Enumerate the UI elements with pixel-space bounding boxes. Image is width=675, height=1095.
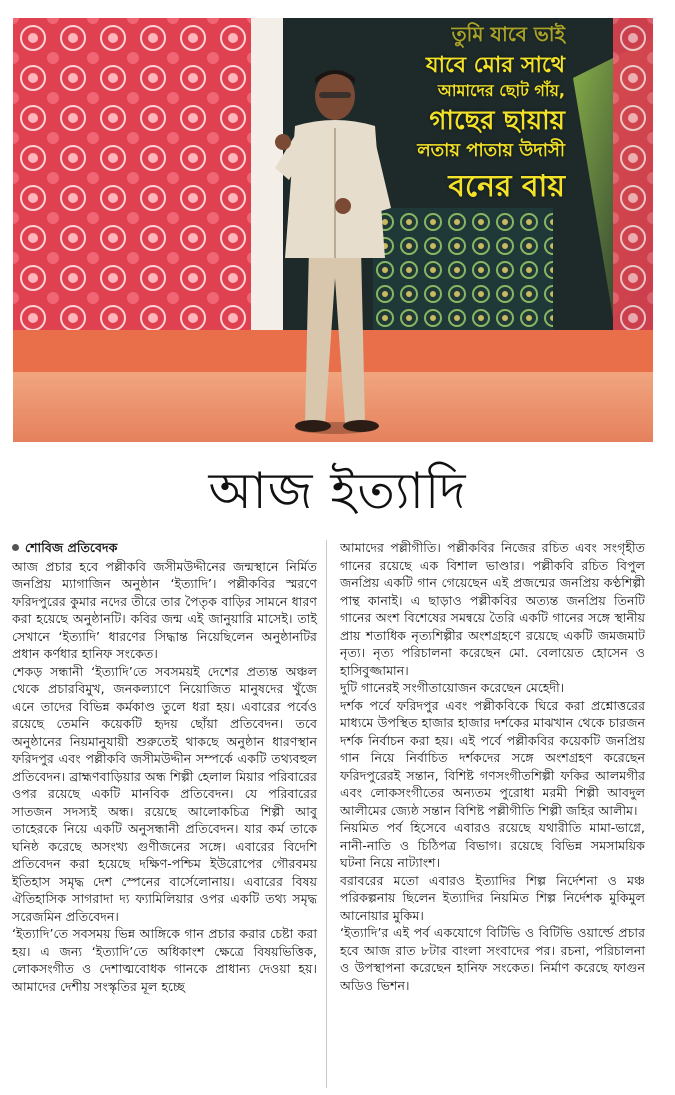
article-photo <box>13 18 653 442</box>
paragraph: বরাবরের মতো এবারও ইত্যাদির শিল্প নির্দেশনা ও মঞ্চ পরিকল্পনায় ছিলেন ইত্যাদির নিয়মিত শিল্প নির্দেশক মুকিমুল আনোয়ার মুকিম। <box>340 872 645 923</box>
paragraph: দর্শক পর্বে ফরিদপুর এবং পল্লীকবিকে ঘিরে করা প্রশ্নোত্তরের মাধ্যমে উপস্থিত হাজার হাজার দর্শকের মাঝখান থেকে চারজন দর্শক নির্বাচন করা হয়। এই পর্বে পল্লীকবির কয়েকটি জনপ্রিয় গান নিয়ে নির্বাচিত দর্শকদের সঙ্গে অংশগ্রহণ করেছেন ফরিদপুরেরই সন্তান, বিশিষ্ট গণসংগীতশিল্পী ফকির আলমগীর এবং লোকসংগীতের অন্যতম পুরোধা মরমী শিল্পী আবদুল আলীমের জ্যেষ্ঠ সন্তান বিশিষ্ট পল্লীগীতি শিল্পী জহির আলীম। <box>340 697 645 818</box>
backdrop-motif <box>373 208 553 348</box>
headline: আজ ইত্যাদি <box>208 462 467 520</box>
paragraph: নিয়মিত পর্ব হিসেবে এবারও রয়েছে যথারীতি মামা-ভাগ্নে, নানী-নাতি ও চিঠিপত্র বিভাগ। রয়েছে বিভিন্ন সমসাময়িক ঘটনা নিয়ে নাট্যাংশ। <box>340 820 645 870</box>
kantha-curtain-right <box>613 18 653 348</box>
byline <box>12 539 317 557</box>
paragraph: আজ প্রচার হবে পল্লীকবি জসীমউদ্দীনের জন্মস্থানে নির্মিত জনপ্রিয় ম্যাগাজিন অনুষ্ঠান ‘ইত্যাদি’। পল্লীকবির স্মরণে ফরিদপুরের কুমার নদের তীরে তার পৈতৃক বাড়ির সামনে ধারণ করা হয়েছে অনুষ্ঠানটি। কবির জন্ম এই জানুয়ারি মাসেই। তাই সেখানে ‘ইত্যাদি’ ধারণের সিদ্ধান্ত নিয়েছিলেন অনুষ্ঠানটির প্রধান কর্ণধার হানিফ সংকেত। <box>12 558 317 661</box>
article-column-left <box>12 539 317 995</box>
column-divider <box>326 540 327 1088</box>
stage-riser <box>13 330 653 372</box>
stage-pillar <box>251 18 283 348</box>
kantha-curtain <box>13 18 251 348</box>
backdrop-line: বনের বায় <box>448 169 565 204</box>
backdrop-line: আমাদের ছোট গাঁয়, <box>437 81 565 100</box>
paragraph: ‘ইত্যাদি’র এই পর্ব একযোগে বিটিভি ও বিটিভি ওয়ার্ল্ডে প্রচার হবে আজ রাত ৮টার বাংলা সংবাদের পর। রচনা, পরিচালনা ও উপস্থাপনা করেছেন হানিফ সংকেত। নির্মাণ করেছে ফাগুন অডিও ভিশন। <box>340 925 645 993</box>
paragraph: ‘ইত্যাদি’তে সবসময় ভিন্ন আঙ্গিকে গান প্রচার করার চেষ্টা করা হয়। এ জন্য ‘ইত্যাদি’তে অধিকাংশ ক্ষেত্রে বিষয়ভিত্তিক, লোকসংগীত ও দেশাত্মবোধক গানকে প্রাধান্য দেওয়া হয়। আমাদের দেশীয় সংস্কৃতির মূল হচ্ছে <box>12 926 317 994</box>
backdrop-line: যাবে মোর সাথে <box>425 53 565 78</box>
bullet-icon <box>12 544 19 551</box>
paragraph: আমাদের পল্লীগীতি। পল্লীকবির নিজের রচিত এবং সংগৃহীত গানের রয়েছে এক বিশাল ভাণ্ডার। পল্লীকবি রচিত বিপুল জনপ্রিয় একটি গান গেয়েছেন এই প্রজন্মের জনপ্রিয় কণ্ঠশিল্পী পান্থ কানাই। এ ছাড়াও পল্লীকবির অত্যন্ত জনপ্রিয় তিনটি গানের অংশ বিশেষের সমন্বয়ে তৈরি একটি গানের সঙ্গে স্থানীয় প্রায় শতাধিক নৃত্যশিল্পীর অংশগ্রহণে রয়েছে একটি জমজমাট নৃত্য। নৃত্য পরিচালনা করেছেন মো. বেলায়েত হোসেন ও হাসিবুজ্জামান। <box>340 540 645 678</box>
backdrop-line: লতায় পাতায় উদাসী <box>417 140 565 161</box>
backdrop-line: গাছের ছায়ায় <box>429 106 565 136</box>
byline-text: শোবিজ প্রতিবেদক <box>25 540 118 555</box>
backdrop-line: তুমি যাবে ভাই <box>451 22 565 46</box>
paragraph: দুটি গানেরই সংগীতায়োজন করেছেন মেহেদী। <box>340 680 565 695</box>
paragraph: শেকড় সন্ধানী ‘ইত্যাদি’তে সবসময়ই দেশের প্রত্যন্ত অঞ্চল থেকে প্রচারবিমুখ, জনকল্যাণে নিয়োজিত মানুষদের খুঁজে এনে তাদের বিভিন্ন কর্মকাণ্ড তুলে ধরা হয়। এবারের পর্বেও রয়েছে তেমনি কয়েকটি হৃদয় ছোঁয়া প্রতিবেদন। তবে অনুষ্ঠানের নিয়মানুযায়ী শুরুতেই থাকছে অনুষ্ঠান ধারণস্থান ফরিদপুর এবং পল্লীকবি জসীমউদ্দীন সম্পর্কে একটি তথ্যবহুল প্রতিবেদন। ব্রাহ্মণবাড়িয়ার অন্ধ শিল্পী হেলাল মিয়ার পরিবারের ওপর রয়েছে একটি মানবিক প্রতিবেদন। যে পরিবারের সাতজন সদস্যই অন্ধ। রয়েছে আলোকচিত্র শিল্পী আবু তাহেরকে নিয়ে একটি অনুসন্ধানী প্রতিবেদন। যার কর্ম তাকে ঘনিষ্ঠ করেছে অসংখ্য গুণীজনের সঙ্গে। এবারের বিদেশি প্রতিবেদন করা হয়েছে দক্ষিণ-পশ্চিম ইউরোপের গৌরবময় ইতিহাস সমৃদ্ধ দেশ স্পেনের বার্সেলোনায়। এবারের বিষয় ঐতিহাসিক সাগরাদা দ্য ফ্যামিলিয়ার ওপর একটি তথ্য সমৃদ্ধ সরেজমিন প্রতিবেদন। <box>12 663 317 924</box>
article-column-right <box>340 539 645 994</box>
